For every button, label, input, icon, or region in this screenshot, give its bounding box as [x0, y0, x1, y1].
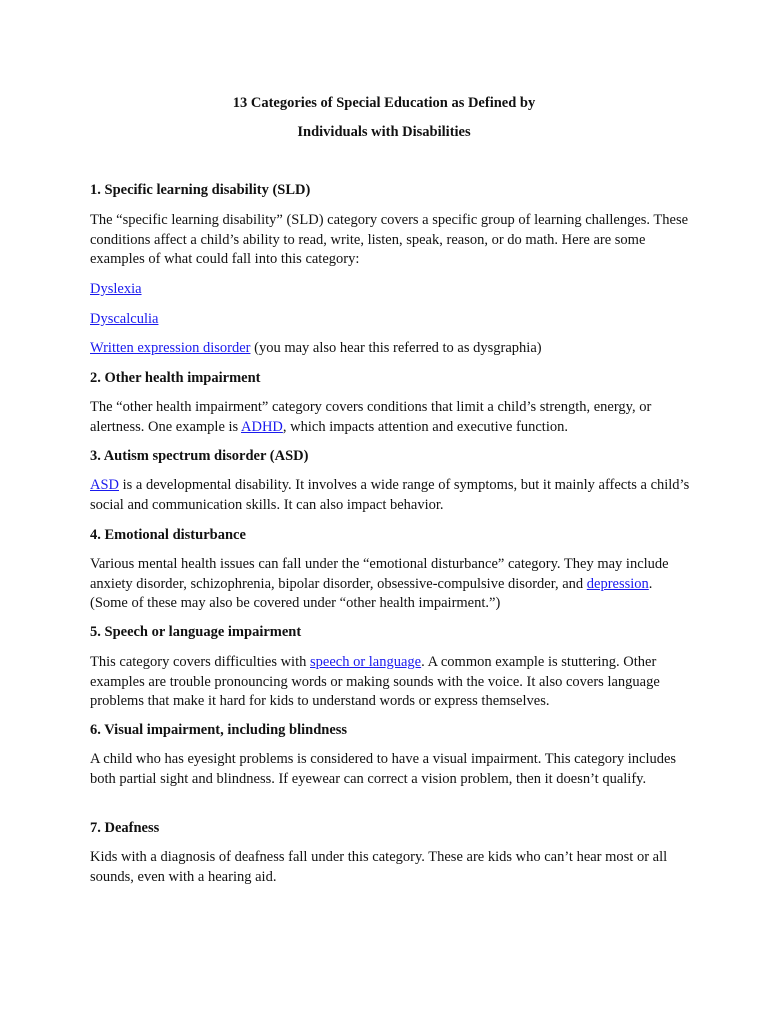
depression-link[interactable]: depression [586, 575, 649, 592]
section-paragraph-asd [90, 476, 690, 515]
section-paragraph-emotional [90, 555, 690, 614]
section-heading-speech: 5. Speech or language impairment [90, 624, 302, 640]
section-paragraph-sld: The “specific learning disability” (SLD) category covers a specific group of learning challenges. These conditions affect a child’s ability to read, write, listen, speak, reason, or do math. Here are some examples of what could fall into this category: [90, 212, 689, 267]
list-item-written-expression [90, 339, 690, 359]
section-heading-other-health: 2. Other health impairment [90, 370, 261, 386]
speech-text-before: This category covers difficulties with [90, 654, 310, 670]
list-item-dyslexia [90, 280, 690, 300]
other-health-text-after: , which impacts attention and executive function. [282, 418, 568, 435]
speech-or-language-link[interactable]: speech or language [310, 654, 422, 670]
emotional-text-after: . (Some of these may also be covered under “other health impairment.”) [90, 575, 653, 611]
section-heading-deafness: 7. Deafness [90, 820, 160, 836]
section-heading-asd: 3. Autism spectrum disorder (ASD) [90, 448, 309, 464]
speech-text-after: . A common example is stuttering. Other examples are trouble pronouncing words or making sounds with the voice. It also covers language problems that make it hard for kids to understand words or express themselves. [90, 654, 660, 709]
document-title-line-2: Individuals with Disabilities [297, 124, 471, 140]
other-health-text-before: The “other health impairment” category covers conditions that limit a child’s strength, energy, or alertness. One example is [90, 399, 652, 435]
document-title-line-1: 13 Categories of Special Education as Defined by [232, 95, 536, 111]
dyslexia-link[interactable]: Dyslexia [90, 281, 142, 297]
adhd-link[interactable]: ADHD [241, 418, 283, 435]
asd-text-after: is a developmental disability. It involves a wide range of symptoms, but it mainly affects a child’s social and communication skills. It can also impact behavior. [90, 477, 690, 513]
section-heading-sld: 1. Specific learning disability (SLD) [90, 182, 311, 198]
section-paragraph-visual: A child who has eyesight problems is considered to have a visual impairment. This category includes both partial sight and blindness. If eyewear can correct a vision problem, then it doesn’t qualify. [90, 751, 677, 787]
section-heading-visual: 6. Visual impairment, including blindness [90, 722, 348, 738]
section-paragraph-other-health [90, 398, 690, 437]
dyscalculia-link[interactable]: Dyscalculia [90, 311, 159, 327]
section-heading-emotional: 4. Emotional disturbance [90, 527, 246, 543]
section-paragraph-deafness: Kids with a diagnosis of deafness fall under this category. These are kids who can’t hear most or all sounds, even with a hearing aid. [90, 849, 668, 885]
written-expression-disorder-link[interactable]: Written expression disorder [90, 340, 251, 356]
asd-link[interactable]: ASD [90, 477, 120, 493]
section-paragraph-speech [90, 653, 690, 712]
emotional-text-before: Various mental health issues can fall under the “emotional disturbance” category. They may include anxiety disorder, schizophrenia, bipolar disorder, obsessive-compulsive disorder, and [90, 556, 669, 592]
written-expression-note: (you may also hear this referred to as dysgraphia) [250, 340, 542, 356]
list-item-dyscalculia [90, 310, 690, 330]
